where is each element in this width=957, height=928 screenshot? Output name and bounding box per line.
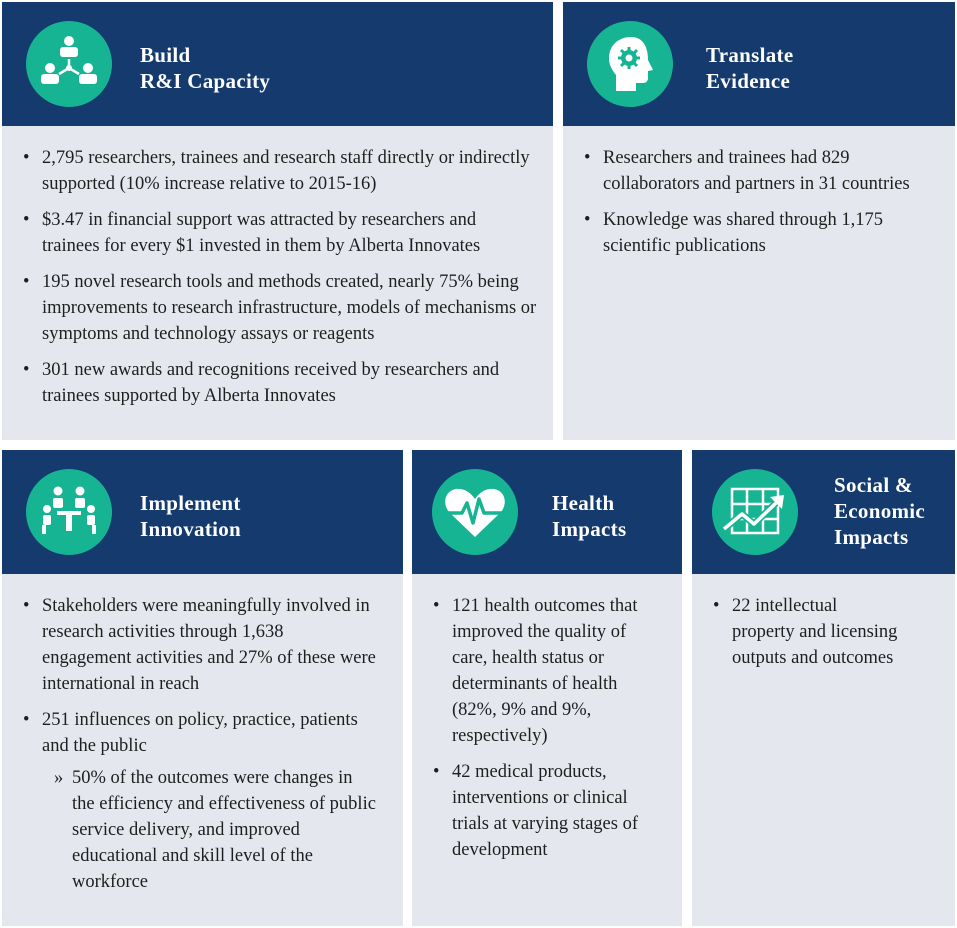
heartbeat-icon — [432, 469, 518, 555]
bullet-list — [583, 145, 943, 269]
chart-growth-icon — [712, 469, 798, 555]
bullet-list — [432, 593, 657, 873]
list-item: • 42 medical products, interventions or clinical trials at varying stages of development — [432, 759, 657, 863]
card-health-impacts — [412, 450, 682, 926]
list-item: • 121 health outcomes that improved the quality of care, health status or determinants of health (82%, 9% and 9%, respectively) — [432, 593, 657, 749]
list-item: • 195 novel research tools and methods created, nearly 75% being improvements to research infrastructure, models of mechanisms or symptoms and technology assays or reagents — [22, 269, 537, 347]
meeting-table-icon — [26, 469, 112, 555]
list-item: • 2,795 researchers, trainees and research staff directly or indirectly supported (10% increase relative to 2015-16) — [22, 145, 537, 197]
list-item: • $3.47 in financial support was attracted by researchers and trainees for every $1 invested in them by Alberta Innovates — [22, 207, 537, 259]
list-item: • Researchers and trainees had 829 collaborators and partners in 31 countries — [583, 145, 943, 197]
card-title: Health Impacts — [552, 491, 627, 541]
sub-list-item: » 50% of the outcomes were changes in the efficiency and effectiveness of public service delivery, and improved educational and skill level of the workforce — [22, 765, 377, 895]
list-item: • 251 influences on policy, practice, patients and the public — [22, 707, 377, 759]
card-build-capacity — [2, 2, 553, 440]
list-item: • Knowledge was shared through 1,175 scientific publications — [583, 207, 943, 259]
card-title: Build R&I Capacity — [140, 43, 271, 93]
bullet-list — [22, 593, 377, 905]
card-title: Translate Evidence — [706, 43, 794, 93]
card-implement-innovation — [2, 450, 403, 926]
bullet-list — [712, 593, 902, 681]
network-people-icon — [26, 21, 112, 107]
list-item: • 22 intellectual property and licensing outputs and outcomes — [712, 593, 902, 671]
card-title: Implement Innovation — [140, 491, 242, 541]
card-title: Social & Economic Impacts — [834, 473, 926, 549]
bullet-list — [22, 145, 537, 419]
card-social-economic-impacts — [692, 450, 955, 926]
list-item: • 301 new awards and recognitions received by researchers and trainees supported by Alberta Innovates — [22, 357, 537, 409]
card-translate-evidence — [563, 2, 955, 440]
head-gear-icon — [587, 21, 673, 107]
list-item: • Stakeholders were meaningfully involved in research activities through 1,638 engagement activities and 27% of these were international in reach — [22, 593, 377, 697]
